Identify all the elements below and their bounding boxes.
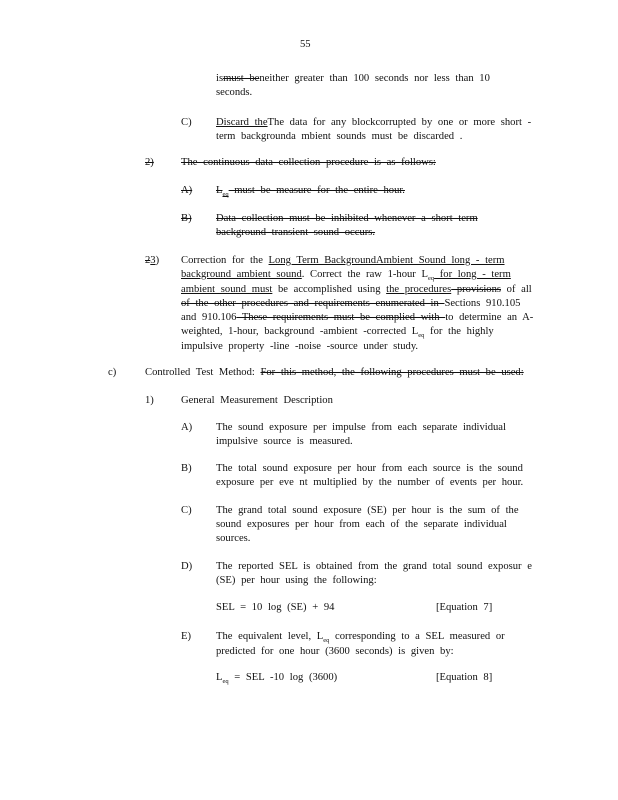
item-label-e: E) bbox=[181, 631, 191, 642]
equation-8-ref: [Equation 8] bbox=[436, 672, 493, 683]
item-b-text: The total sound exposure per hour from each source is the sound exposure per eve nt multiplied by the number of events per hour. bbox=[216, 463, 524, 488]
inserted-label-digit: 3 bbox=[150, 255, 156, 266]
deleted-item-label-a: A) bbox=[181, 185, 193, 196]
deleted-item-a-text bbox=[216, 184, 405, 199]
deleted-a-post: must be measure for the entire hour. bbox=[228, 185, 405, 196]
item-label-c-top: C) bbox=[181, 117, 192, 128]
item-d-text: The reported SEL is obtained from the grand total sound exposur e (SE) per hour using the following: bbox=[216, 561, 532, 586]
item-label-b: B) bbox=[181, 463, 192, 474]
t12: to determine an A-weighted, 1-hour, background -ambient -corrected L bbox=[181, 312, 534, 337]
page-number: 55 bbox=[300, 39, 311, 50]
t8: of all bbox=[501, 284, 532, 295]
t12-sub: eq bbox=[418, 332, 425, 339]
item-e-post: corresponding to a SEL measured or predicted for one hour (3600 seconds) is given by: bbox=[216, 631, 505, 657]
general-label: 1) bbox=[145, 395, 154, 406]
deleted-text: must be bbox=[223, 73, 260, 84]
deleted-a-pre: L bbox=[216, 185, 223, 196]
t1: Correction for the bbox=[181, 255, 269, 266]
deleted-label-digit: 2 bbox=[145, 255, 151, 266]
general-title: General Measurement Description bbox=[181, 395, 333, 406]
section-title: Controlled Test Method: bbox=[145, 367, 261, 378]
t3-sub: eq bbox=[427, 275, 435, 282]
item-e-pre: The equivalent level, L bbox=[216, 631, 324, 642]
section-label-c: c) bbox=[108, 367, 117, 378]
equation-8 bbox=[216, 671, 337, 686]
deleted-item-label-b: B) bbox=[181, 213, 192, 224]
item-label-a: A) bbox=[181, 422, 193, 433]
item-e-sub: eq bbox=[323, 637, 330, 644]
deleted-item-b-text: Data collection must be inhibited whenever a short term background transient sound occurs. bbox=[216, 213, 478, 238]
section-deleted: For this method, the following procedures must be used: bbox=[260, 367, 524, 378]
inserted-text: Discard the bbox=[216, 117, 268, 128]
label-paren: ) bbox=[155, 255, 160, 266]
frag-line2: seconds. bbox=[216, 87, 253, 98]
continued-paragraph bbox=[216, 72, 516, 100]
t6-inserted: the procedures bbox=[386, 284, 452, 295]
t7-deleted: provisions bbox=[451, 284, 501, 295]
t11-deleted: These requirements must be complied with bbox=[236, 312, 446, 323]
item-label-d: D) bbox=[181, 561, 193, 572]
equation-7-ref: [Equation 7] bbox=[436, 602, 493, 613]
item-a-text: The sound exposure per impulse from each separate individual impulsive source is measured. bbox=[216, 422, 506, 447]
t9-deleted: of the other procedures and requirements enumerated in bbox=[181, 298, 445, 309]
item-label-3 bbox=[145, 254, 159, 268]
section-heading bbox=[145, 366, 524, 380]
eq8-sub: eq bbox=[222, 678, 229, 685]
frag-lead: is bbox=[216, 73, 224, 84]
t2-inserted: Long Term BackgroundAmbient Sound long - term background ambient sound bbox=[181, 255, 505, 280]
t13: for the highly impulsive property -line -noise -source under study. bbox=[181, 326, 494, 352]
eq8-pre: L bbox=[216, 672, 223, 683]
eq8-formula: = SEL -10 log (3600) bbox=[228, 672, 338, 683]
t4-inserted: for long - term ambient sound must bbox=[181, 269, 511, 295]
correction-paragraph bbox=[181, 254, 541, 354]
t10: Sections 910.105 and 910.106 bbox=[181, 298, 521, 323]
frag-rest: neither greater than 100 seconds nor less than 10 bbox=[259, 73, 490, 84]
t5: be accomplished using bbox=[272, 284, 387, 295]
item-e-text bbox=[216, 630, 526, 659]
deleted-a-sub: eq bbox=[222, 191, 229, 198]
deleted-procedure-heading: The continuous data collection procedure is as follows: bbox=[181, 157, 436, 168]
t3: . Correct the raw 1-hour L bbox=[301, 269, 428, 280]
deleted-item-label-2: 2) bbox=[145, 157, 154, 168]
item-label-c: C) bbox=[181, 505, 192, 516]
equation-7: SEL = 10 log (SE) + 94 bbox=[216, 602, 335, 613]
item-c-text: The grand total sound exposure (SE) per hour is the sum of the sound exposures per hour from each of the separate individual sources. bbox=[216, 505, 519, 544]
item-c-top-rest: The data for any blockcorrupted by one or more short - term backgrounda mbient sounds must be discarded . bbox=[216, 117, 532, 142]
item-c-top-text bbox=[216, 116, 546, 144]
